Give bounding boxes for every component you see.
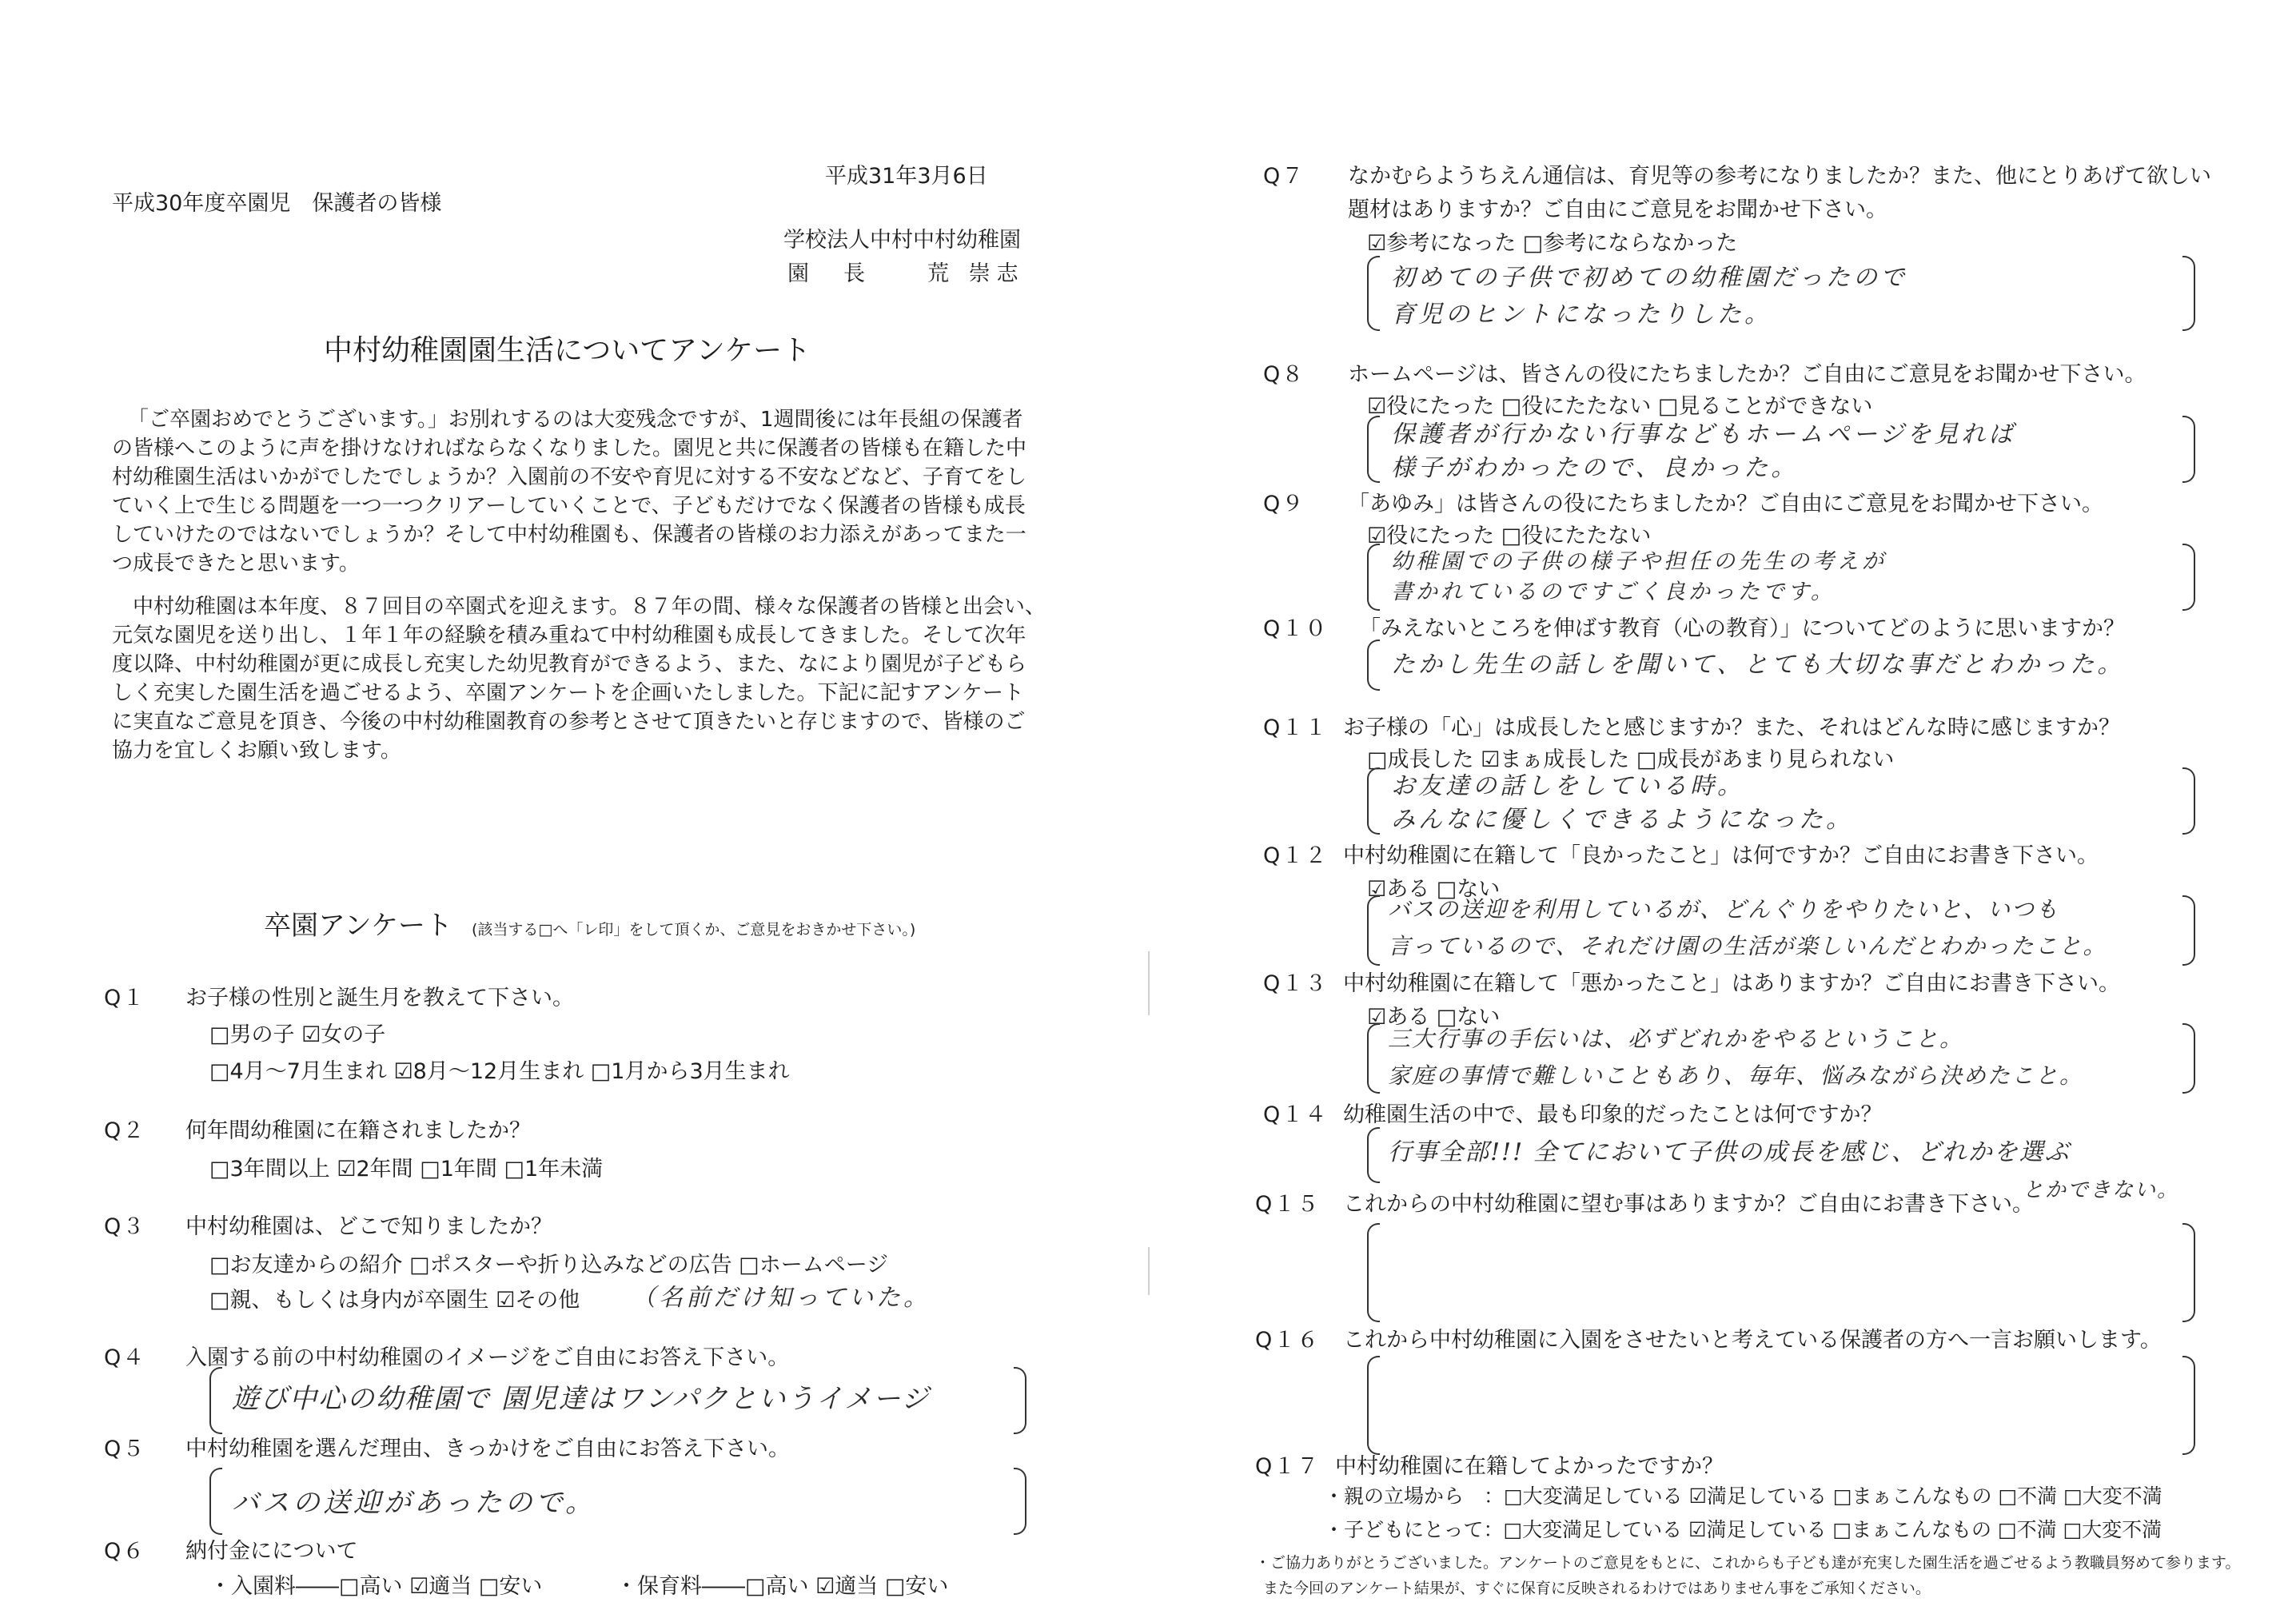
- q7-handwritten-line1: 初めての子供で初めての幼稚園だったので: [1391, 264, 1907, 292]
- organization-name: 学校法人中村中村幼稚園: [783, 228, 1021, 253]
- q7-options[interactable]: ☑参考になった □参考にならなかった: [1367, 231, 1738, 256]
- q9-handwritten-line2: 書かれているのですごく良かったです。: [1391, 580, 1836, 604]
- intro-line: 元気な園児を送り出し、１年１年の経験を積み重ねて中村幼稚園も成長してきました。そして次年: [112, 624, 1026, 648]
- q10-handwritten-answer: たかし先生の話しを聞いて、とても大切な事だとわかった。: [1391, 651, 2125, 679]
- q16-answer-bracket-left: [1367, 1356, 1380, 1455]
- q17-number: Q１７: [1255, 1454, 1321, 1479]
- intro-line: の皆様へこのように声を掛けなければならなくなりました。園児と共に保護者の皆様も在籍した中: [112, 436, 1027, 460]
- q17-text: 中村幼稚園に在籍してよかったですか？: [1335, 1454, 1724, 1479]
- q14-text: 幼稚園生活の中で、最も印象的だったことは何ですか？: [1343, 1102, 1883, 1127]
- q5-answer-bracket-left: [209, 1468, 222, 1535]
- q1-gender-options[interactable]: □男の子 ☑女の子: [209, 1022, 386, 1047]
- intro-line: 度以降、中村幼稚園が更に成長し充実した幼児教育ができるよう、また、なにより園児が子どもら: [112, 652, 1027, 676]
- q5-number: Q５: [104, 1437, 146, 1461]
- q4-handwritten-answer: 遊び中心の幼稚園で 園児達はワンパクというイメージ: [232, 1383, 931, 1415]
- q12-text: 中村幼稚園に在籍して「良かったこと」は何ですか？ご自由にお書き下さい。: [1343, 843, 2099, 868]
- q11-options[interactable]: □成長した ☑まぁ成長した □成長があまり見られない: [1367, 747, 1895, 772]
- q17-parent-options[interactable]: ・親の立場から ：□大変満足している ☑満足している □まぁこんなもの □不満 □大変不満: [1324, 1484, 2162, 1508]
- q13-text: 中村幼稚園に在籍して「悪かったこと」はありますか？ご自由にお書き下さい。: [1343, 971, 2120, 996]
- q10-answer-bracket-left: [1367, 640, 1380, 691]
- issue-date: 平成31年3月6日: [825, 164, 988, 189]
- q13-handwritten-line1: 三大行事の手伝いは、必ずどれかをやるということ。: [1388, 1026, 1964, 1052]
- q9-options[interactable]: ☑役にたった □役にたたない: [1367, 524, 1652, 548]
- q3-number: Q３: [104, 1214, 146, 1239]
- q17-child-options[interactable]: ・子どもにとって：□大変満足している ☑満足している □まぁこんなもの □不満 □大変不満: [1324, 1518, 2162, 1541]
- q15-answer-bracket-right: [2182, 1223, 2195, 1322]
- q6-text: 納付金にについて: [185, 1539, 358, 1564]
- survey-instruction: (該当する□へ「レ印」をして頂くか、ご意見をおきかせ下さい。): [472, 921, 916, 939]
- q12-options[interactable]: ☑ある □ない: [1367, 877, 1501, 902]
- q2-number: Q２: [104, 1118, 146, 1143]
- q3-options-row2[interactable]: □親、もしくは身内が卒園生 ☑その他: [209, 1288, 580, 1313]
- q2-options[interactable]: □3年間以上 ☑2年間 □1年間 □1年未満: [209, 1157, 604, 1182]
- q13-handwritten-line2: 家庭の事情で難しいこともあり、毎年、悩みながら決めたこと。: [1388, 1062, 2084, 1089]
- intro-line: しく充実した園生活を過ごせるよう、卒園アンケートを企画いたしました。下記に記すアンケート: [112, 681, 1024, 705]
- intro-line: 中村幼稚園は本年度、８７回目の卒園式を迎えます。８７年の間、様々な保護者の皆様と出会い、: [112, 595, 1046, 619]
- q8-handwritten-line1: 保護者が行かない行事などもホームページを見れば: [1391, 420, 2016, 448]
- q11-handwritten-line1: お友達の話しをしている時。: [1391, 772, 1744, 800]
- q8-handwritten-line2: 様子がわかったので、良かった。: [1391, 454, 1799, 482]
- intro-line: に実直なご意見を頂き、今後の中村幼稚園教育の参考とさせて頂きたいと存じますので、皆様のご: [112, 710, 1026, 734]
- q8-text: ホームページは、皆さんの役にたちましたか？ご自由にご意見をお聞かせ下さい。: [1348, 362, 2147, 387]
- q7-text-line2: 題材はありますか？ご自由にご意見をお聞かせ下さい。: [1348, 197, 1887, 222]
- q6-tuition-fee-options[interactable]: ・保育料――□高い ☑適当 □安い: [616, 1574, 949, 1599]
- q7-answer-bracket-left: [1367, 256, 1380, 331]
- intro-line: していけたのではないでしょうか？そして中村幼稚園も、保護者の皆様のお力添えがあってまた一: [112, 523, 1026, 547]
- q5-handwritten-answer: バスの送迎があったので。: [232, 1487, 596, 1519]
- q8-number: Q８: [1263, 362, 1305, 387]
- intro-line: ていく上で生じる問題を一つ一つクリアーしていくことで、子どもだけでなく保護者の皆様も成長: [112, 494, 1026, 518]
- q8-answer-bracket-left: [1367, 416, 1380, 483]
- q3-handwritten-answer: （名前だけ知っていた。: [632, 1284, 931, 1312]
- q10-text: 「みえないところを伸ばす教育（心の教育）」についてどのように思いますか？: [1359, 616, 2125, 641]
- q11-text: お子様の「心」は成長したと感じますか？また、それはどんな時に感じますか？: [1343, 715, 2120, 740]
- q5-answer-bracket-right: [1014, 1468, 1026, 1535]
- q6-enrollment-fee-options[interactable]: ・入園料――□高い ☑適当 □安い: [209, 1574, 543, 1599]
- q16-number: Q１６: [1255, 1328, 1321, 1353]
- q11-number: Q１１: [1263, 715, 1329, 740]
- recipient-line: 平成30年度卒園児 保護者の皆様: [112, 191, 442, 216]
- q11-answer-bracket-right: [2182, 767, 2195, 835]
- q13-number: Q１３: [1263, 971, 1329, 996]
- survey-title: 卒園アンケート: [264, 910, 452, 942]
- q13-answer-bracket-right: [2182, 1023, 2195, 1094]
- intro-line: つ成長できたと思います。: [112, 552, 360, 576]
- q7-text-line1: なかむらようちえん通信は、育児等の参考になりましたか？また、他にとりあげて欲しい: [1348, 164, 2211, 189]
- q8-options[interactable]: ☑役にたった □役にたたない □見ることができない: [1367, 394, 1873, 419]
- q7-number: Q７: [1263, 164, 1305, 189]
- q7-answer-bracket-right: [2182, 256, 2195, 331]
- q14-number: Q１４: [1263, 1102, 1329, 1127]
- q15-number: Q１５: [1255, 1192, 1321, 1217]
- intro-line: 村幼稚園生活はいかがでしたでしょうか？入園前の不安や育児に対する不安などなど、子育てをし: [112, 465, 1027, 489]
- q13-options[interactable]: ☑ある □ない: [1367, 1005, 1501, 1030]
- q7-handwritten-line2: 育児のヒントになったりした。: [1391, 301, 1772, 329]
- q15-answer-bracket-left: [1367, 1223, 1380, 1322]
- q4-text: 入園する前の中村幼稚園のイメージをご自由にお答え下さい。: [185, 1345, 790, 1370]
- principal-name: 園 長 荒 崇志: [787, 261, 1025, 286]
- q12-answer-bracket-left: [1367, 895, 1380, 966]
- q16-answer-bracket-right: [2182, 1356, 2195, 1455]
- scan-fold-mark: [1148, 951, 1150, 1015]
- q9-text: 「あゆみ」は皆さんの役にたちましたか？ご自由にご意見をお聞かせ下さい。: [1348, 492, 2103, 516]
- q5-text: 中村幼稚園を選んだ理由、きっかけをご自由にお答え下さい。: [185, 1437, 790, 1461]
- q14-handwritten-line1: 行事全部!!! 全てにおいて子供の成長を感じ、どれかを選ぶ: [1388, 1138, 2071, 1166]
- q14-handwritten-line2: とかできない。: [2023, 1178, 2180, 1202]
- q13-answer-bracket-left: [1367, 1023, 1380, 1094]
- q1-birth-month-options[interactable]: □4月～7月生まれ ☑8月～12月生まれ □1月から3月生まれ: [209, 1059, 790, 1084]
- q12-number: Q１２: [1263, 843, 1329, 868]
- footer-thanks: ・ご協力ありがとうございました。アンケートのご意見をもとに、これからも子ども達が充実した園生活を過ごせるよう教職員努めて参ります。: [1255, 1554, 2241, 1572]
- footer-notice: また今回のアンケート結果が、すぐに保育に反映されるわけではありません事をご承知ください。: [1263, 1580, 1931, 1597]
- q6-number: Q６: [104, 1539, 146, 1564]
- q8-answer-bracket-right: [2182, 416, 2195, 483]
- q15-text: これからの中村幼稚園に望む事はありますか？ご自由にお書き下さい。: [1343, 1192, 2034, 1217]
- q4-number: Q４: [104, 1345, 146, 1370]
- q11-handwritten-line2: みんなに優しくできるようになった。: [1391, 806, 1853, 834]
- q14-answer-bracket-left: [1367, 1127, 1380, 1183]
- q1-number: Q１: [104, 986, 146, 1010]
- intro-line: 「ご卒園おめでとうございます。」お別れするのは大変残念ですが、1週間後には年長組の保護者: [128, 408, 1023, 432]
- q1-text: お子様の性別と誕生月を教えて下さい。: [185, 986, 574, 1010]
- q2-text: 何年間幼稚園に在籍されましたか？: [185, 1118, 531, 1143]
- q3-text: 中村幼稚園は、どこで知りましたか？: [185, 1214, 552, 1239]
- scan-fold-mark: [1148, 1247, 1150, 1295]
- q4-answer-bracket-right: [1014, 1367, 1026, 1434]
- q9-answer-bracket-right: [2182, 544, 2195, 611]
- q9-number: Q９: [1263, 492, 1305, 516]
- q12-answer-bracket-right: [2182, 895, 2195, 966]
- document-title: 中村幼稚園園生活についてアンケート: [324, 334, 811, 367]
- q9-handwritten-line1: 幼稚園での子供の様子や担任の先生の考えが: [1391, 549, 1887, 574]
- q16-text: これから中村幼稚園に入園をさせたいと考えている保護者の方へ一言お願いします。: [1343, 1328, 2162, 1353]
- intro-line: 協力を宜しくお願い致します。: [112, 739, 401, 763]
- q11-answer-bracket-left: [1367, 767, 1380, 835]
- q12-handwritten-line2: 言っているので、それだけ園の生活が楽しいんだとわかったこと。: [1388, 933, 2107, 959]
- q3-options-row1[interactable]: □お友達からの紹介 □ポスターや折り込みなどの広告 □ホームページ: [209, 1253, 889, 1277]
- q4-answer-bracket-left: [209, 1367, 222, 1434]
- q12-handwritten-line1: バスの送迎を利用しているが、どんぐりをやりたいと、いつも: [1388, 896, 2060, 923]
- q9-answer-bracket-left: [1367, 544, 1380, 611]
- q10-number: Q１０: [1263, 616, 1329, 641]
